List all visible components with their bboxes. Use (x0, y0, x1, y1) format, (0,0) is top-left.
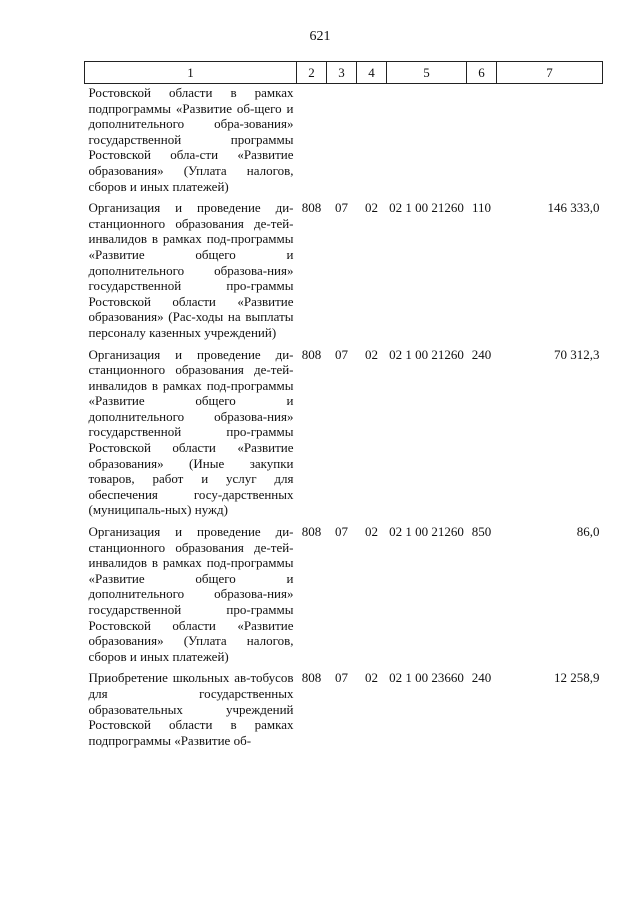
row-section-code: 07 (335, 346, 348, 362)
column-header: 1 (85, 62, 297, 84)
row-amount (497, 84, 603, 195)
table-row (85, 194, 603, 340)
row-ministry-code: 808 (301, 524, 322, 540)
row-description: Ростовской области в рамках подпрограммы «Развитие об-щего и дополнительного обра-зования» государственной программы Ростовской обла-сти «Развитие образования» (Уплата налогов, сборов и иных платежей) (88, 85, 294, 194)
row-amount: 86,0 (576, 524, 600, 540)
row-subsection-code: 02 (365, 524, 378, 540)
row-ministry-code: 808 (301, 346, 322, 362)
row-amount: 146 333,0 (547, 200, 600, 216)
row-target-article: 02 1 00 21260 (389, 346, 464, 362)
row-expense-type: 110 (471, 200, 492, 216)
column-header: 6 (467, 62, 497, 84)
row-subsection-code: 02 (365, 670, 378, 686)
row-section-code (327, 84, 357, 195)
row-amount: 12 258,9 (554, 670, 600, 686)
page-number: 621 (309, 29, 331, 44)
table-row (85, 341, 603, 519)
row-expense-type: 240 (471, 346, 492, 362)
row-description: Организация и проведение ди-станционного образования де-тей-инвалидов в рамках под-программы «Развитие общего и дополнительного образова-ния» государственной про-граммы Ростовской области «Развитие образования» (Рас-ходы на выплаты персоналу казенных учреждений) (88, 200, 294, 340)
table-row (85, 84, 603, 195)
column-header: 2 (297, 62, 327, 84)
row-description: Приобретение школьных ав-тобусов для государственных образовательных учреждений Ростовской области в рамках подпрограммы «Развитие об- (88, 670, 294, 748)
row-ministry-code: 808 (301, 200, 322, 216)
budget-table (84, 61, 603, 748)
column-header: 3 (327, 62, 357, 84)
row-target-article (387, 84, 467, 195)
row-section-code: 07 (335, 524, 348, 540)
row-ministry-code (297, 84, 327, 195)
row-target-article: 02 1 00 21260 (389, 200, 464, 216)
row-section-code: 07 (335, 200, 348, 216)
row-subsection-code: 02 (365, 200, 378, 216)
row-expense-type: 240 (471, 670, 492, 686)
row-target-article: 02 1 00 23660 (389, 670, 464, 686)
column-header: 7 (497, 62, 603, 84)
row-description: Организация и проведение ди-станционного образования де-тей-инвалидов в рамках под-программы «Развитие общего и дополнительного образова-ния» государственной про-граммы Ростовской области «Развитие образования» (Иные закупки товаров, работ и услуг для обеспечения госу-дарственных (муниципаль-ных) нужд) (88, 346, 294, 518)
column-header: 5 (387, 62, 467, 84)
header-row (85, 62, 603, 84)
column-header: 4 (357, 62, 387, 84)
row-expense-type (467, 84, 497, 195)
row-section-code: 07 (335, 670, 348, 686)
row-subsection-code: 02 (365, 346, 378, 362)
table-row (85, 518, 603, 664)
row-target-article: 02 1 00 21260 (389, 524, 464, 540)
table-row (85, 664, 603, 748)
row-amount: 70 312,3 (554, 346, 600, 362)
row-description: Организация и проведение ди-станционного образования де-тей-инвалидов в рамках под-программы «Развитие общего и дополнительного образова-ния» государственной про-граммы Ростовской области «Развитие образования» (Уплата налогов, сборов и иных платежей) (88, 524, 294, 664)
row-expense-type: 850 (471, 524, 492, 540)
row-ministry-code: 808 (301, 670, 322, 686)
row-subsection-code (357, 84, 387, 195)
